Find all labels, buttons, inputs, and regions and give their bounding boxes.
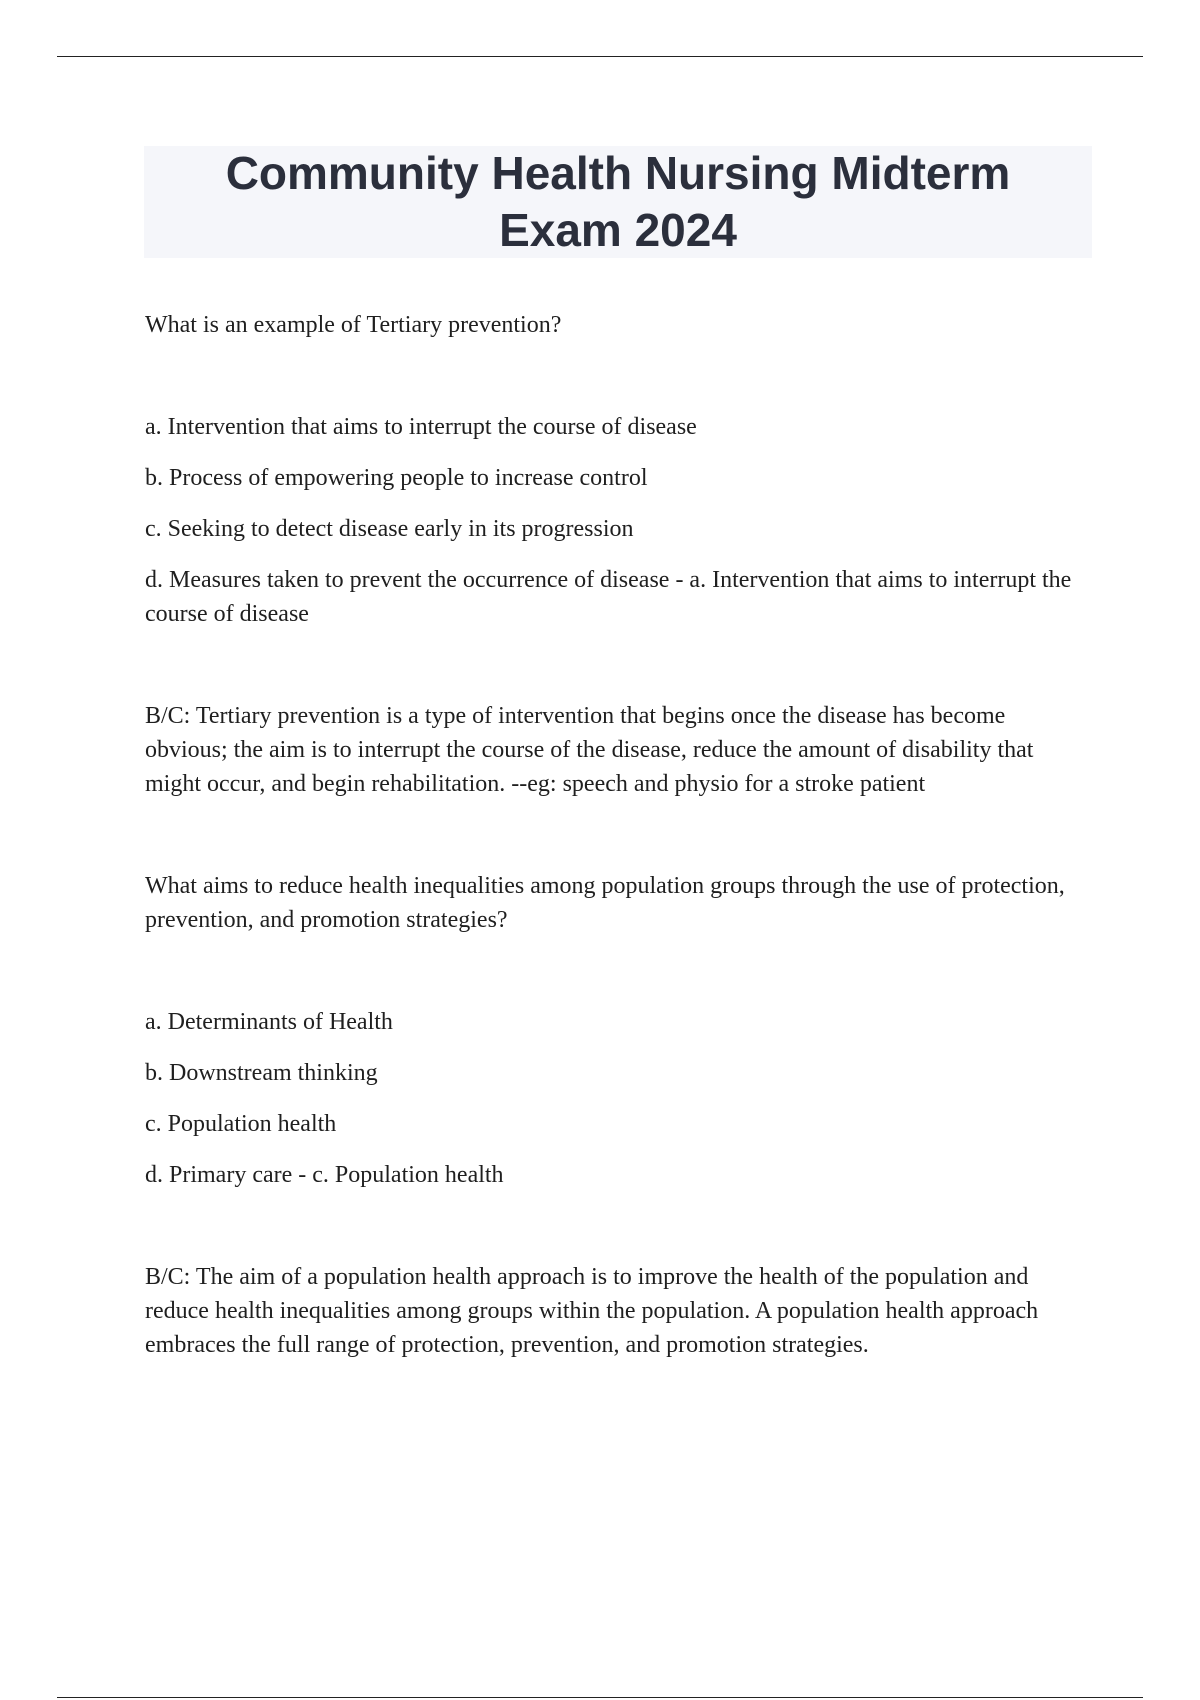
question-block-2: [145, 869, 1085, 1362]
question-block-1: [145, 308, 1085, 801]
answer-option: b. Downstream thinking: [145, 1060, 378, 1086]
answer-option: b. Process of empowering people to increase control: [145, 465, 648, 491]
answer-explanation: B/C: Tertiary prevention is a type of intervention that begins once the disease has become obvious; the aim is to interrupt the course of the disease, reduce the amount of disability that might occur, and begin rehabilitation. --eg: speech and physio for a stroke patient: [145, 703, 1034, 797]
answer-option: c. Seeking to detect disease early in its progression: [145, 516, 634, 542]
answer-option: a. Intervention that aims to interrupt the course of disease: [145, 414, 697, 440]
question-prompt: What aims to reduce health inequalities among population groups through the use of protection, prevention, and promotion strategies?: [145, 873, 1065, 933]
question-prompt: What is an example of Tertiary prevention?: [145, 312, 562, 338]
answer-option: c. Population health: [145, 1111, 337, 1137]
top-divider: [57, 56, 1143, 57]
exam-content: [145, 308, 1085, 1430]
answer-option-with-answer: d. Measures taken to prevent the occurrence of disease - a. Intervention that aims to interrupt the course of disease: [145, 567, 1072, 627]
answer-option-with-answer: d. Primary care - c. Population health: [145, 1162, 504, 1188]
title-banner: [144, 146, 1092, 258]
answer-option: a. Determinants of Health: [145, 1009, 393, 1035]
answer-explanation: B/C: The aim of a population health approach is to improve the health of the population and reduce health inequalities among groups within the population. A population health approach embraces the full range of protection, prevention, and promotion strategies.: [145, 1264, 1039, 1358]
bottom-divider: [57, 1697, 1143, 1698]
document-title: Community Health Nursing Midterm Exam 2024: [225, 147, 1011, 256]
